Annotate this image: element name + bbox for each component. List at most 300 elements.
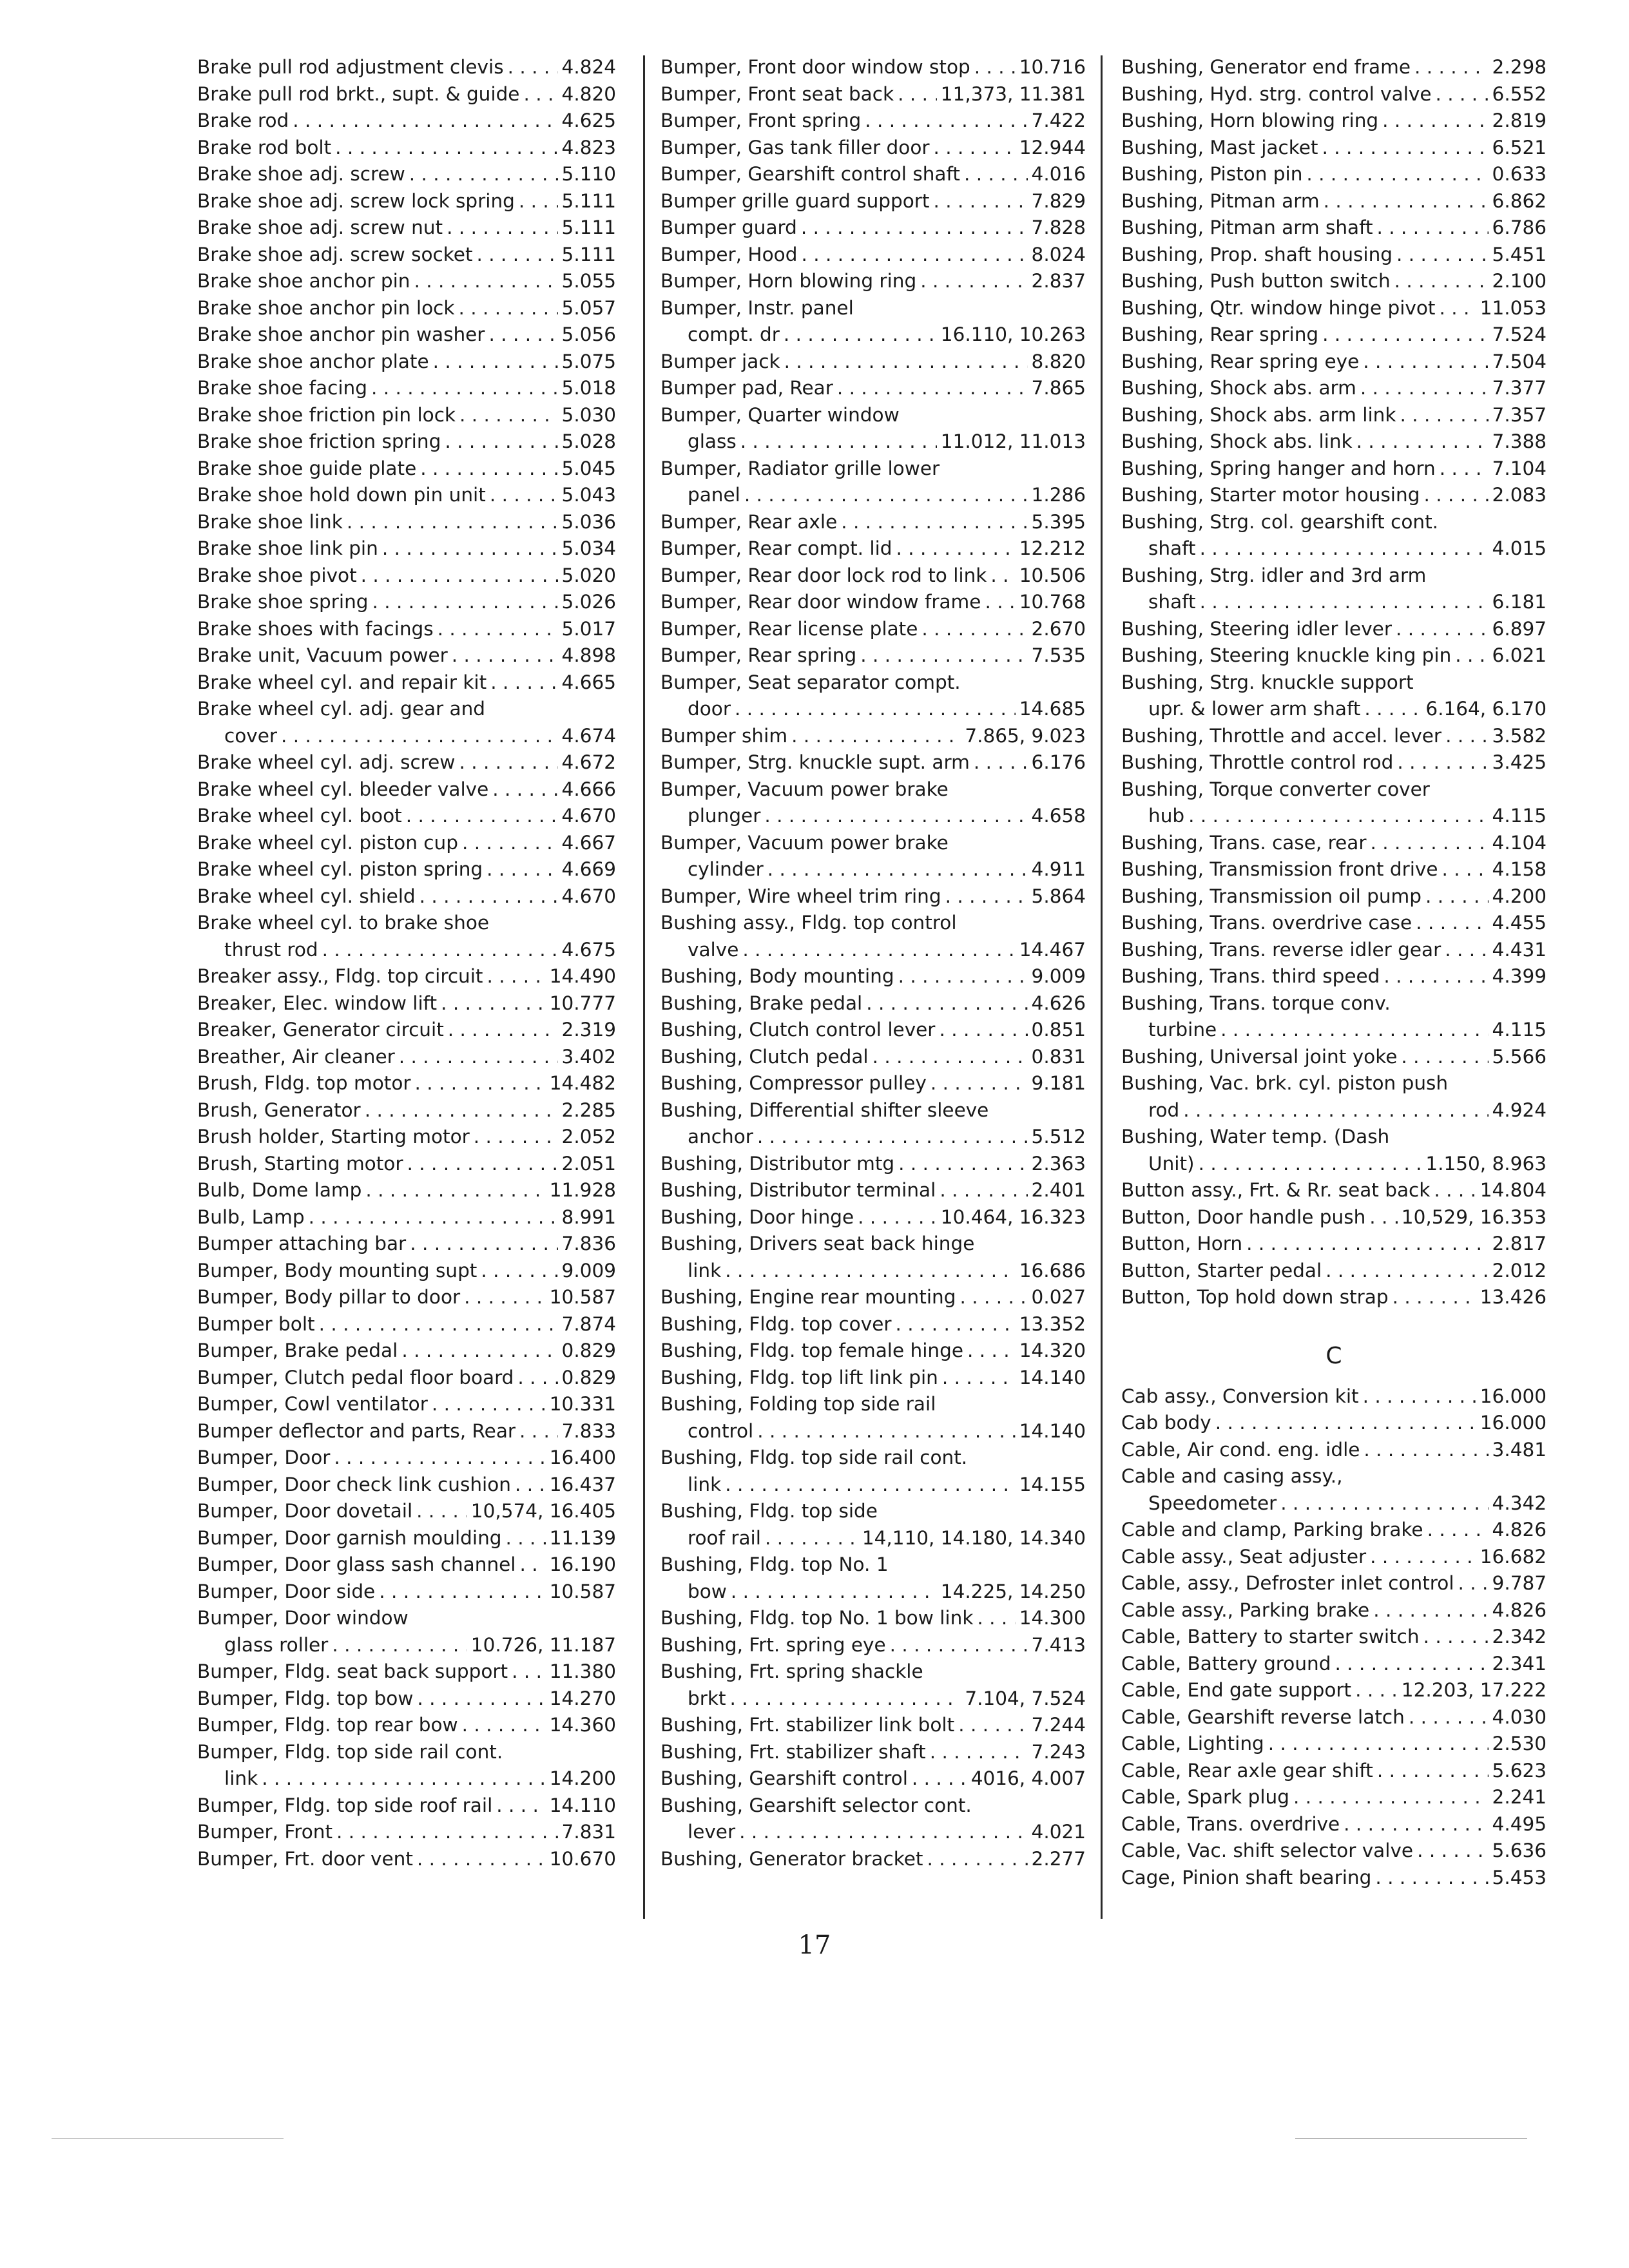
entry-term: Button, Top hold down strap bbox=[1121, 1286, 1389, 1308]
entry-term: Cable, Spark plug bbox=[1121, 1786, 1289, 1808]
entry-reference: 12.944 bbox=[1019, 136, 1086, 159]
entry-reference: 14.360 bbox=[549, 1714, 616, 1736]
entry-reference: 2.817 bbox=[1492, 1233, 1547, 1254]
index-entry bbox=[197, 268, 616, 295]
dot-leader bbox=[1396, 616, 1489, 643]
entry-reference: 4.115 bbox=[1492, 1019, 1547, 1041]
entry-term: Brake shoe friction spring bbox=[197, 430, 441, 452]
entry-reference: 5.030 bbox=[561, 403, 616, 426]
dot-leader bbox=[417, 1686, 545, 1713]
entry-term: Brake shoe link bbox=[197, 510, 343, 533]
index-entry-heading: Bumper, Instr. panel bbox=[660, 296, 854, 319]
index-entry bbox=[197, 161, 616, 188]
entry-reference: 16.190 bbox=[549, 1553, 616, 1575]
entry-reference: 5.056 bbox=[561, 323, 616, 345]
dot-leader bbox=[1377, 1758, 1489, 1785]
entry-term: Bumper, Fldg. seat back support bbox=[197, 1660, 508, 1682]
index-entry bbox=[660, 54, 1086, 81]
entry-term: Bushing, Rear spring eye bbox=[1121, 350, 1360, 372]
index-entry bbox=[197, 215, 616, 242]
index-entry bbox=[197, 803, 616, 830]
dot-leader bbox=[1436, 81, 1489, 108]
entry-reference: 10.464, 16.323 bbox=[940, 1206, 1086, 1228]
index-entry bbox=[197, 1765, 616, 1792]
entry-term: Bumper grille guard support bbox=[660, 189, 930, 212]
entry-reference: 5.636 bbox=[1492, 1840, 1547, 1861]
dot-leader bbox=[791, 723, 961, 750]
dot-leader bbox=[1445, 723, 1488, 750]
dot-leader bbox=[934, 188, 1028, 215]
index-entry bbox=[1121, 1044, 1547, 1071]
entry-term: Cable, Air cond. eng. idle bbox=[1121, 1438, 1360, 1461]
dot-leader bbox=[744, 482, 1028, 509]
dot-leader bbox=[939, 1017, 1027, 1044]
entry-term: Bushing, Hyd. strg. control valve bbox=[1121, 82, 1432, 105]
entry-reference: 16.110, 10.263 bbox=[940, 323, 1086, 345]
index-entry bbox=[660, 1177, 1086, 1204]
index-entry bbox=[660, 990, 1086, 1017]
index-entry bbox=[660, 1525, 1086, 1552]
dot-leader bbox=[1382, 108, 1488, 135]
entry-reference: 2.341 bbox=[1492, 1652, 1547, 1675]
dot-leader bbox=[921, 616, 1027, 643]
entry-reference: 0.027 bbox=[1031, 1286, 1086, 1308]
entry-reference: 2.100 bbox=[1492, 270, 1547, 292]
entry-reference: 10.331 bbox=[549, 1393, 616, 1415]
index-entry bbox=[197, 1819, 616, 1846]
index-entry bbox=[197, 54, 616, 81]
dot-leader bbox=[519, 1418, 558, 1445]
index-entry bbox=[197, 1231, 616, 1258]
entry-term: Bulb, Dome lamp bbox=[197, 1179, 362, 1201]
entry-reference: 7.357 bbox=[1492, 403, 1547, 426]
entry-term: Bumper, Body mounting supt bbox=[197, 1259, 477, 1282]
entry-reference: 3.425 bbox=[1492, 751, 1547, 773]
entry-term: Breaker, Generator circuit bbox=[197, 1019, 444, 1041]
index-entry bbox=[197, 242, 616, 269]
index-entry bbox=[1121, 1838, 1547, 1865]
index-entry bbox=[660, 1338, 1086, 1365]
entry-term: Bushing, Universal joint yoke bbox=[1121, 1045, 1398, 1068]
entry-reference: 7.504 bbox=[1492, 350, 1547, 372]
entry-reference: 4.823 bbox=[561, 136, 616, 159]
index-entry bbox=[197, 349, 616, 376]
dot-leader bbox=[508, 54, 558, 81]
entry-reference: 5.026 bbox=[561, 591, 616, 613]
scan-artifact-line bbox=[52, 2138, 284, 2139]
dot-leader bbox=[872, 1044, 1028, 1071]
dot-leader bbox=[361, 562, 558, 590]
entry-reference: 10.670 bbox=[549, 1847, 616, 1870]
index-entry bbox=[660, 81, 1086, 108]
entry-reference: 5.045 bbox=[561, 457, 616, 479]
index-entry bbox=[197, 589, 616, 616]
index-entry bbox=[1121, 482, 1547, 509]
entry-reference: 0.633 bbox=[1492, 163, 1547, 185]
index-entry bbox=[1121, 1731, 1547, 1758]
dot-leader bbox=[365, 1177, 545, 1204]
dot-leader bbox=[335, 135, 557, 162]
index-entry-heading: Bumper, Fldg. top side rail cont. bbox=[197, 1740, 503, 1763]
dot-leader bbox=[1335, 1651, 1488, 1678]
index-entry bbox=[1121, 456, 1547, 483]
entry-reference: 2.298 bbox=[1492, 56, 1547, 78]
entry-term: Brake wheel cyl. adj. screw bbox=[197, 751, 456, 773]
entry-reference: 14,110, 14.180, 14.340 bbox=[862, 1526, 1086, 1549]
entry-term: Cable assy., Seat adjuster bbox=[1121, 1545, 1367, 1568]
entry-term: hub bbox=[1148, 805, 1185, 827]
index-entry bbox=[1121, 1284, 1547, 1311]
dot-leader bbox=[371, 375, 558, 402]
dot-leader bbox=[858, 1204, 937, 1231]
entry-term: Cage, Pinion shaft bearing bbox=[1121, 1866, 1372, 1888]
entry-term: Brake shoe adj. screw socket bbox=[197, 243, 473, 265]
dot-leader bbox=[417, 1846, 546, 1873]
entry-term: Bushing, Distributor mtg bbox=[660, 1152, 895, 1175]
index-entry bbox=[1121, 268, 1547, 295]
index-entry bbox=[1121, 1544, 1547, 1571]
entry-term: Brush, Generator bbox=[197, 1099, 361, 1121]
entry-term: Bumper, Rear spring bbox=[660, 644, 857, 666]
index-entry bbox=[660, 856, 1086, 883]
entry-term: Bumper, Fldg. top rear bow bbox=[197, 1714, 458, 1736]
entry-term: Bumper, Gearshift control shaft bbox=[660, 163, 960, 185]
entry-reference: 4.016 bbox=[1031, 163, 1086, 185]
entry-term: panel bbox=[688, 484, 740, 506]
entry-reference: 2.363 bbox=[1031, 1152, 1086, 1175]
entry-term: Bushing, Fldg. top female hinge bbox=[660, 1340, 963, 1361]
dot-leader bbox=[920, 268, 1027, 295]
index-entry bbox=[197, 1284, 616, 1311]
index-entry bbox=[1121, 1517, 1547, 1544]
entry-reference: 16.000 bbox=[1480, 1385, 1547, 1407]
page-number: 17 bbox=[798, 1930, 831, 1960]
dot-leader bbox=[1370, 1544, 1476, 1571]
index-entry bbox=[1121, 1258, 1547, 1285]
dot-leader bbox=[1355, 1677, 1398, 1704]
entry-reference: 10.777 bbox=[549, 992, 616, 1014]
entry-reference: 2.401 bbox=[1031, 1179, 1086, 1201]
index-entry bbox=[1121, 642, 1547, 669]
entry-term: shaft bbox=[1148, 591, 1196, 613]
index-column-1 bbox=[197, 54, 616, 1872]
entry-term: Bumper, Body pillar to door bbox=[197, 1286, 461, 1308]
index-entry bbox=[197, 883, 616, 910]
entry-reference: 14.320 bbox=[1019, 1340, 1086, 1361]
dot-leader bbox=[735, 696, 1016, 723]
index-entry bbox=[1121, 937, 1547, 964]
dot-leader bbox=[895, 1311, 1015, 1338]
index-column-2 bbox=[660, 54, 1086, 1872]
index-entry bbox=[1121, 1597, 1547, 1624]
entry-reference: 10.587 bbox=[549, 1580, 616, 1602]
entry-reference: 10.587 bbox=[549, 1286, 616, 1308]
entry-reference: 4.200 bbox=[1492, 885, 1547, 907]
dot-leader bbox=[1324, 188, 1489, 215]
entry-reference: 4.495 bbox=[1492, 1812, 1547, 1835]
dot-leader bbox=[445, 428, 557, 456]
index-entry bbox=[660, 1418, 1086, 1445]
entry-term: Speedometer bbox=[1148, 1492, 1277, 1514]
entry-reference: 14.270 bbox=[549, 1687, 616, 1709]
entry-reference: 10.716 bbox=[1019, 56, 1086, 78]
entry-reference: 5.566 bbox=[1492, 1045, 1547, 1068]
index-entry bbox=[197, 963, 616, 990]
entry-reference: 8.991 bbox=[561, 1206, 616, 1228]
entry-term: Cable and clamp, Parking brake bbox=[1121, 1519, 1423, 1541]
column-divider bbox=[1101, 55, 1103, 1919]
index-entry bbox=[1121, 135, 1547, 162]
entry-reference: 11.053 bbox=[1480, 296, 1547, 319]
index-entry bbox=[660, 161, 1086, 188]
dot-leader bbox=[319, 1311, 558, 1338]
dot-leader bbox=[1188, 803, 1488, 830]
dot-leader bbox=[347, 509, 558, 536]
dot-leader bbox=[967, 1338, 1016, 1365]
entry-reference: 0.851 bbox=[1031, 1019, 1086, 1041]
entry-term: thrust rod bbox=[224, 938, 318, 961]
entry-reference: 5.020 bbox=[561, 564, 616, 586]
entry-term: Bushing, Fldg. top No. 1 bow link bbox=[660, 1607, 974, 1629]
entry-reference: 9.009 bbox=[561, 1259, 616, 1282]
entry-reference: 7.104 bbox=[1492, 457, 1547, 479]
index-entry bbox=[197, 1792, 616, 1820]
dot-leader bbox=[1373, 1597, 1488, 1624]
entry-term: Cable, Vac. shift selector valve bbox=[1121, 1840, 1414, 1861]
entry-term: Bumper, Rear axle bbox=[660, 510, 838, 533]
index-entry bbox=[1121, 696, 1547, 723]
index-entry bbox=[1121, 803, 1547, 830]
entry-reference: 4016, 4.007 bbox=[970, 1767, 1086, 1789]
index-entry bbox=[660, 1151, 1086, 1178]
entry-term: Brake shoe pivot bbox=[197, 564, 357, 586]
dot-leader bbox=[474, 1124, 558, 1151]
entry-reference: 10,529, 16.353 bbox=[1401, 1206, 1547, 1228]
index-entry bbox=[1121, 856, 1547, 883]
entry-term: Breaker, Elec. window lift bbox=[197, 992, 438, 1014]
dot-leader bbox=[512, 1658, 546, 1686]
entry-term: Bushing, Qtr. window hinge pivot bbox=[1121, 296, 1436, 319]
entry-term: Bushing, Steering idler lever bbox=[1121, 617, 1392, 640]
entry-reference: 4.115 bbox=[1492, 805, 1547, 827]
dot-leader bbox=[1183, 1097, 1488, 1124]
entry-term: Bumper attaching bar bbox=[197, 1233, 407, 1254]
dot-leader bbox=[990, 562, 1015, 590]
dot-leader bbox=[309, 1204, 558, 1231]
entry-reference: 7.524 bbox=[1492, 323, 1547, 345]
dot-leader bbox=[410, 1231, 557, 1258]
index-entry bbox=[660, 1819, 1086, 1846]
index-entry bbox=[1121, 295, 1547, 322]
index-entry bbox=[1121, 375, 1547, 402]
entry-reference: 9.787 bbox=[1492, 1572, 1547, 1594]
entry-term: cylinder bbox=[688, 858, 764, 880]
dot-leader bbox=[492, 776, 557, 803]
index-entry bbox=[1121, 1784, 1547, 1811]
index-entry bbox=[197, 482, 616, 509]
dot-leader bbox=[1416, 910, 1488, 937]
entry-reference: 6.164, 6.170 bbox=[1425, 698, 1547, 720]
entry-reference: 2.241 bbox=[1492, 1786, 1547, 1808]
entry-term: upr. & lower arm shaft bbox=[1148, 698, 1361, 720]
entry-term: Bushing, Engine rear mounting bbox=[660, 1286, 956, 1308]
entry-reference: 4.826 bbox=[1492, 1599, 1547, 1621]
dot-leader bbox=[985, 589, 1015, 616]
entry-term: Bumper, Strg. knuckle supt. arm bbox=[660, 751, 970, 773]
index-entry bbox=[197, 1846, 616, 1873]
dot-leader bbox=[293, 108, 557, 135]
entry-reference: 3.582 bbox=[1492, 724, 1547, 747]
index-entry bbox=[197, 1445, 616, 1472]
entry-reference: 5.453 bbox=[1492, 1866, 1547, 1888]
index-entry bbox=[660, 215, 1086, 242]
dot-leader bbox=[487, 963, 546, 990]
index-entry bbox=[1121, 1151, 1547, 1178]
entry-term: Brake shoe hold down pin unit bbox=[197, 484, 486, 506]
entry-term: Bumper, Frt. door vent bbox=[197, 1847, 413, 1870]
entry-reference: 7.874 bbox=[561, 1312, 616, 1335]
index-entry bbox=[197, 937, 616, 964]
column-divider bbox=[643, 55, 645, 1919]
entry-reference: 0.829 bbox=[561, 1340, 616, 1361]
entry-reference: 5.110 bbox=[561, 163, 616, 185]
dot-leader bbox=[519, 188, 558, 215]
index-entry-heading: Bushing, Trans. torque conv. bbox=[1121, 992, 1391, 1014]
entry-term: Brake shoe spring bbox=[197, 591, 369, 613]
entry-term: turbine bbox=[1148, 1019, 1217, 1041]
dot-leader bbox=[415, 1070, 546, 1097]
dot-leader bbox=[1293, 1784, 1489, 1811]
index-entry-heading: Bushing, Frt. spring shackle bbox=[660, 1660, 923, 1682]
entry-term: Cable, End gate support bbox=[1121, 1679, 1352, 1701]
index-entry bbox=[1121, 54, 1547, 81]
index-entry bbox=[197, 428, 616, 456]
entry-term: Bumper deflector and parts, Rear bbox=[197, 1419, 516, 1442]
index-entry bbox=[197, 1338, 616, 1365]
dot-leader bbox=[407, 1151, 557, 1178]
entry-reference: 5.512 bbox=[1031, 1126, 1086, 1148]
index-entry bbox=[1121, 1231, 1547, 1258]
index-entry bbox=[197, 535, 616, 562]
index-entry bbox=[197, 81, 616, 108]
index-entry bbox=[1121, 1865, 1547, 1892]
index-entry bbox=[660, 1632, 1086, 1659]
entry-term: roof rail bbox=[688, 1526, 761, 1549]
index-entry bbox=[197, 188, 616, 215]
entry-term: Brake wheel cyl. bleeder valve bbox=[197, 778, 489, 800]
index-entry-heading: Bumper, Radiator grille lower bbox=[660, 457, 940, 479]
index-entry bbox=[197, 1097, 616, 1124]
dot-leader bbox=[520, 1552, 546, 1579]
entry-term: Brake wheel cyl. piston cup bbox=[197, 831, 458, 854]
index-entry bbox=[197, 1686, 616, 1713]
index-entry bbox=[1121, 1437, 1547, 1464]
entry-reference: 7.831 bbox=[561, 1821, 616, 1843]
entry-reference: 4.672 bbox=[561, 751, 616, 773]
scan-artifact-line bbox=[1295, 2138, 1527, 2139]
entry-term: Bumper, Door glass sash channel bbox=[197, 1553, 516, 1575]
dot-leader bbox=[1425, 883, 1489, 910]
entry-term: plunger bbox=[688, 805, 761, 827]
index-entry-heading: Bumper, Quarter window bbox=[660, 403, 900, 426]
dot-leader bbox=[841, 509, 1027, 536]
entry-reference: 16.000 bbox=[1480, 1412, 1547, 1434]
entry-reference: 7.422 bbox=[1031, 110, 1086, 131]
dot-leader bbox=[416, 1498, 467, 1525]
dot-leader bbox=[1199, 1151, 1422, 1178]
entry-term: Brake pull rod brkt., supt. & guide bbox=[197, 82, 520, 105]
entry-term: Cable, Rear axle gear shift bbox=[1121, 1759, 1373, 1782]
entry-reference: 5.018 bbox=[561, 377, 616, 399]
entry-term: anchor bbox=[688, 1126, 753, 1148]
entry-term: Brake shoes with facings bbox=[197, 617, 434, 640]
entry-term: Brake shoe anchor pin lock bbox=[197, 296, 455, 319]
dot-leader bbox=[1417, 1838, 1488, 1865]
entry-term: Bushing, Piston pin bbox=[1121, 163, 1303, 185]
entry-term: Cable assy., Parking brake bbox=[1121, 1599, 1370, 1621]
index-entry bbox=[660, 589, 1086, 616]
index-entry bbox=[197, 322, 616, 349]
index-entry-heading: Bushing assy., Fldg. top control bbox=[660, 912, 957, 934]
index-entry-heading: Bushing, Fldg. top No. 1 bbox=[660, 1553, 889, 1575]
entry-reference: 5.034 bbox=[561, 537, 616, 559]
entry-term: Bushing, Clutch control lever bbox=[660, 1019, 936, 1041]
entry-term: Bushing, Frt. stabilizer shaft bbox=[660, 1740, 926, 1763]
dot-leader bbox=[399, 1044, 558, 1071]
index-entry bbox=[1121, 1177, 1547, 1204]
dot-leader bbox=[1445, 937, 1488, 964]
entry-reference: 6.176 bbox=[1031, 751, 1086, 773]
index-entry bbox=[197, 108, 616, 135]
entry-term: Brake wheel cyl. boot bbox=[197, 805, 402, 827]
entry-term: Bushing, Shock abs. arm link bbox=[1121, 403, 1396, 426]
dot-leader bbox=[401, 1338, 557, 1365]
dot-leader bbox=[1246, 1231, 1488, 1258]
entry-reference: 2.052 bbox=[561, 1126, 616, 1148]
entry-reference: 3.481 bbox=[1492, 1438, 1547, 1461]
entry-reference: 4.030 bbox=[1492, 1706, 1547, 1728]
index-entry bbox=[1121, 81, 1547, 108]
entry-reference: 11.012, 11.013 bbox=[940, 430, 1086, 452]
dot-leader bbox=[725, 1472, 1016, 1499]
index-entry bbox=[197, 749, 616, 776]
entry-reference: 7.377 bbox=[1492, 377, 1547, 399]
entry-term: Button, Horn bbox=[1121, 1233, 1243, 1254]
entry-reference: 7.244 bbox=[1031, 1714, 1086, 1736]
index-entry bbox=[660, 803, 1086, 830]
entry-term: control bbox=[688, 1419, 754, 1442]
dot-leader bbox=[725, 1258, 1016, 1285]
index-entry bbox=[197, 616, 616, 643]
entry-term: bow bbox=[688, 1580, 727, 1602]
entry-term: Bushing, Throttle and accel. lever bbox=[1121, 724, 1442, 747]
dot-leader bbox=[409, 161, 558, 188]
entry-reference: 1.286 bbox=[1031, 484, 1086, 506]
entry-term: Bumper pad, Rear bbox=[660, 377, 833, 399]
entry-reference: 4.015 bbox=[1492, 537, 1547, 559]
dot-leader bbox=[419, 883, 558, 910]
dot-leader bbox=[517, 1365, 557, 1392]
index-entry bbox=[660, 242, 1086, 269]
entry-reference: 2.342 bbox=[1492, 1626, 1547, 1648]
entry-term: Bumper, Gas tank filler door bbox=[660, 136, 930, 159]
entry-term: lever bbox=[688, 1821, 736, 1843]
index-entry bbox=[197, 776, 616, 803]
index-entry bbox=[660, 1258, 1086, 1285]
entry-reference: 14.200 bbox=[549, 1767, 616, 1789]
entry-term: valve bbox=[688, 938, 739, 961]
entry-term: shaft bbox=[1148, 537, 1196, 559]
